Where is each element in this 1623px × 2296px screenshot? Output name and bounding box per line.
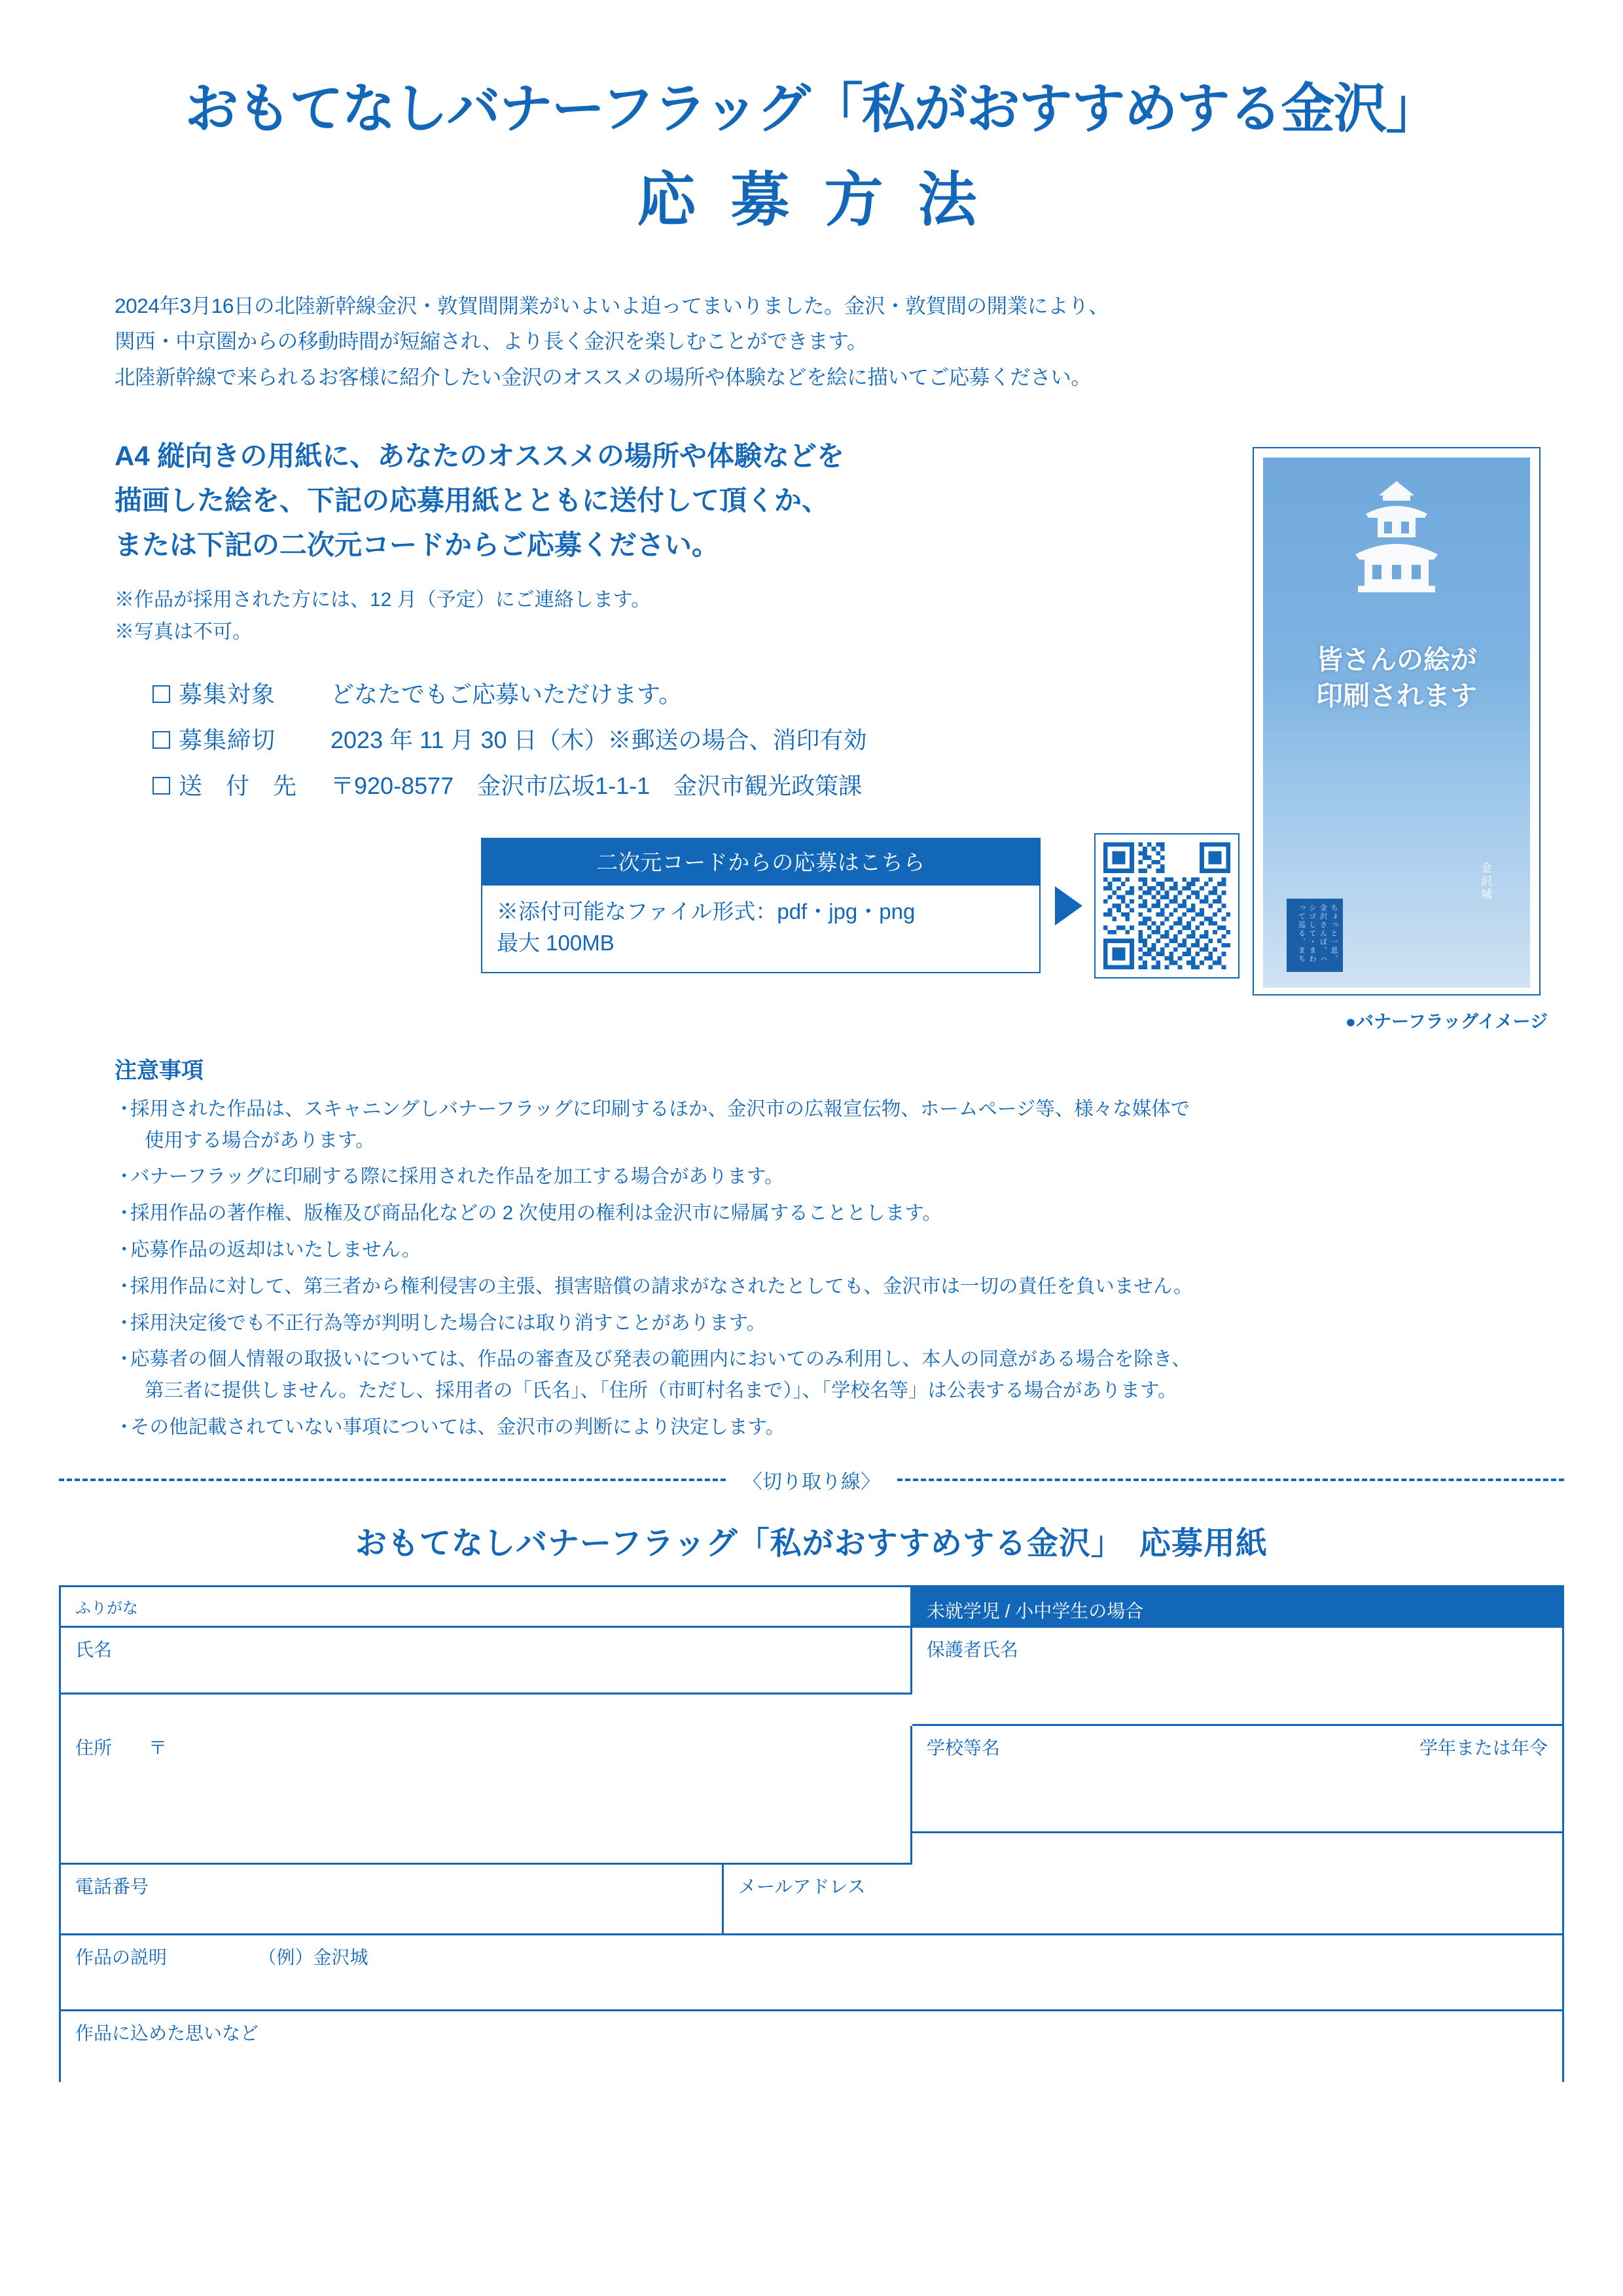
main-body	[115, 434, 1548, 1033]
school-field[interactable]	[912, 1726, 1562, 1833]
checkbox-icon	[152, 685, 170, 703]
detail-label: 募集対象	[179, 681, 276, 708]
lead-line-3: または下記の二次元コードからご応募ください。	[115, 529, 720, 560]
form-row	[61, 1935, 1562, 2011]
caution-text: バナーフラッグに印刷する際に採用された作品を加工する場合があります。	[130, 1166, 784, 1188]
main-left-column	[115, 434, 1253, 978]
list-item	[115, 1198, 1508, 1229]
banner-flag-vertical-label: 金沢城	[1479, 861, 1491, 901]
application-form	[59, 1585, 1564, 2082]
checkbox-icon	[152, 777, 170, 795]
bullet-icon: ・	[115, 1202, 134, 1225]
guardian-section-header	[912, 1587, 1562, 1628]
furigana-label: ふりがな	[75, 1599, 138, 1617]
title-line-1: おもてなしバナーフラッグ「私がおすすめする金沢」	[185, 79, 1438, 139]
name-label: 氏名	[75, 1639, 113, 1660]
guardian-name-label: 保護者氏名	[926, 1639, 1018, 1660]
form-row	[61, 1628, 1562, 1726]
caution-text: 採用作品に対して、第三者から権利侵害の主張、損害賠償の請求がなされたとしても、金沢市は一切の責任を負いません。	[130, 1275, 1193, 1297]
caution-text: 採用決定後でも不正行為等が判明した場合には取り消すことがあります。	[130, 1312, 766, 1334]
cut-line-dash-right	[897, 1479, 1564, 1481]
furigana-field[interactable]	[61, 1587, 912, 1628]
bullet-icon: ・	[115, 1312, 134, 1334]
castle-illustration-icon	[1315, 476, 1478, 613]
address-field[interactable]	[61, 1726, 912, 1865]
list-item	[152, 763, 1240, 809]
caution-title: 注意事項	[115, 1058, 204, 1083]
list-item	[115, 1161, 1508, 1193]
guardian-section-label: 未就学児 / 小中学生の場合	[926, 1600, 1144, 1621]
application-details-list	[152, 672, 1240, 810]
lead-line-1: A4 縦向きの用紙に、あなたのオススメの場所や体験などを	[115, 440, 844, 471]
cut-line-label: 〈切り取り線〉	[743, 1471, 880, 1493]
banner-flag-text	[1263, 642, 1530, 715]
form-row	[61, 1726, 1562, 1865]
detail-value: どなたでもご応募いただけます。	[330, 681, 683, 708]
qr-info-box	[481, 838, 1041, 973]
qr-file-formats: ※添付可能なファイル形式：pdf・jpg・png	[497, 899, 916, 924]
qr-code-icon[interactable]	[1094, 833, 1240, 978]
bullet-icon: ・	[115, 1098, 134, 1120]
email-field[interactable]	[724, 1865, 1562, 1935]
lead-text	[115, 434, 1240, 567]
cut-line	[59, 1465, 1564, 1494]
qr-application-block	[481, 833, 1240, 978]
caution-text-line-2: 使用する場合があります。	[145, 1129, 375, 1151]
title-line-2: 応 募 方 法	[637, 168, 986, 234]
email-label: メールアドレス	[738, 1876, 866, 1897]
list-item	[115, 1234, 1508, 1266]
detail-label: 送 付 先	[179, 772, 306, 800]
work-description-example: （例）金沢城	[258, 1946, 368, 1967]
qr-box-header: 二次元コードからの応募はこちら	[481, 838, 1041, 886]
bullet-icon: ・	[115, 1348, 134, 1371]
guardian-name-field[interactable]	[912, 1628, 1562, 1726]
qr-code-svg	[1103, 842, 1230, 969]
bullet-icon: ・	[115, 1238, 134, 1261]
grade-label: 学年または年令	[1419, 1737, 1548, 1758]
caution-text: 採用作品の著作権、版権及び商品化などの 2 次使用の権利は金沢市に帰属することとします。	[130, 1202, 942, 1225]
notes-text	[115, 584, 1240, 648]
detail-value: 〒920-8577 金沢市広坂1-1-1 金沢市観光政策課	[330, 772, 863, 800]
school-label: 学校等名	[926, 1737, 1000, 1758]
arrow-right-icon	[1055, 886, 1082, 925]
note-line-2: ※写真は不可。	[115, 620, 252, 643]
list-item	[152, 717, 1240, 763]
bullet-icon: ・	[115, 1275, 134, 1297]
banner-flag-badge: ちょっと一息、金沢さんぽ。ハシゴして・まわって巡る、まち	[1287, 899, 1343, 972]
banner-flag-caption: ●バナーフラッグイメージ	[1345, 1011, 1548, 1031]
caution-text-line-1: 採用された作品は、スキャニングしバナーフラッグに印刷するほか、金沢市の広報宣伝物、ホームページ等、様々な媒体で	[130, 1098, 1190, 1120]
form-row	[61, 1587, 1562, 1628]
list-item	[115, 1271, 1508, 1302]
caution-text-line-1: 応募者の個人情報の取扱いについては、作品の審査及び発表の範囲内においてのみ利用し、本人の同意がある場合を除き、	[130, 1348, 1191, 1371]
list-item	[115, 1344, 1508, 1407]
caution-text: 応募作品の返却はいたしません。	[130, 1238, 421, 1261]
banner-flag-image	[1253, 447, 1541, 996]
main-right-column	[1253, 447, 1550, 1033]
detail-label: 募集締切	[179, 726, 276, 754]
list-item	[115, 1094, 1508, 1157]
note-line-1: ※作品が採用された方には、12 月（予定）にご連絡します。	[115, 588, 651, 611]
form-row	[61, 2011, 1562, 2082]
page-title	[0, 0, 1623, 237]
intro-paragraph	[115, 288, 1508, 395]
qr-max-size: 最大 100MB	[497, 931, 615, 956]
work-description-field[interactable]	[61, 1935, 1562, 2011]
caution-list	[115, 1094, 1508, 1443]
list-item	[115, 1412, 1508, 1443]
work-thoughts-label: 作品に込めた思いなど	[75, 2022, 259, 2043]
form-title: おもてなしバナーフラッグ「私がおすすめする金沢」 応募用紙	[355, 1526, 1268, 1561]
caution-text	[130, 1344, 1508, 1407]
cut-line-dash-left	[59, 1479, 726, 1481]
bullet-icon: ・	[115, 1166, 134, 1188]
list-item	[115, 1308, 1508, 1339]
detail-value: 2023 年 11 月 30 日（木）	[330, 726, 608, 754]
banner-flag-artwork	[1263, 457, 1530, 988]
banner-flag-text-line-2: 印刷されます	[1316, 681, 1477, 711]
name-field[interactable]	[61, 1628, 912, 1695]
qr-box-body	[481, 886, 1041, 973]
work-thoughts-field[interactable]	[61, 2011, 1562, 2082]
telephone-label: 電話番号	[75, 1876, 149, 1897]
lead-line-2: 描画した絵を、下記の応募用紙とともに送付して頂くか、	[115, 484, 830, 516]
bullet-icon: ・	[115, 1416, 134, 1438]
caution-text-line-2: 第三者に提供しません。ただし、採用者の「氏名」、「住所（市町村名まで）」、「学校名等」は公表する場合があります。	[145, 1380, 1177, 1402]
detail-value-note: ※郵送の場合、消印有効	[607, 726, 867, 754]
banner-flag-text-line-1: 皆さんの絵が	[1316, 644, 1477, 675]
work-description-label: 作品の説明	[75, 1946, 168, 1967]
list-item	[152, 672, 1240, 717]
intro-line-2: 関西・中京圏からの移動時間が短縮され、より長く金沢を楽しむことができます。	[115, 329, 868, 353]
intro-line-3: 北陸新幹線で来られるお客様に紹介したい金沢のオススメの場所や体験などを絵に描いてご応募ください。	[115, 365, 1092, 389]
address-label: 住所 〒	[75, 1737, 168, 1758]
checkbox-icon	[152, 731, 170, 749]
form-row	[61, 1865, 1562, 1935]
intro-line-1: 2024年3月16日の北陸新幹線金沢・敦賀間開業がいよいよ迫ってまいりました。金沢・敦賀間の開業により、	[115, 294, 1109, 318]
caution-text	[130, 1094, 1508, 1157]
telephone-field[interactable]	[61, 1865, 724, 1935]
caution-text: その他記載されていない事項については、金沢市の判断により決定します。	[130, 1416, 785, 1438]
